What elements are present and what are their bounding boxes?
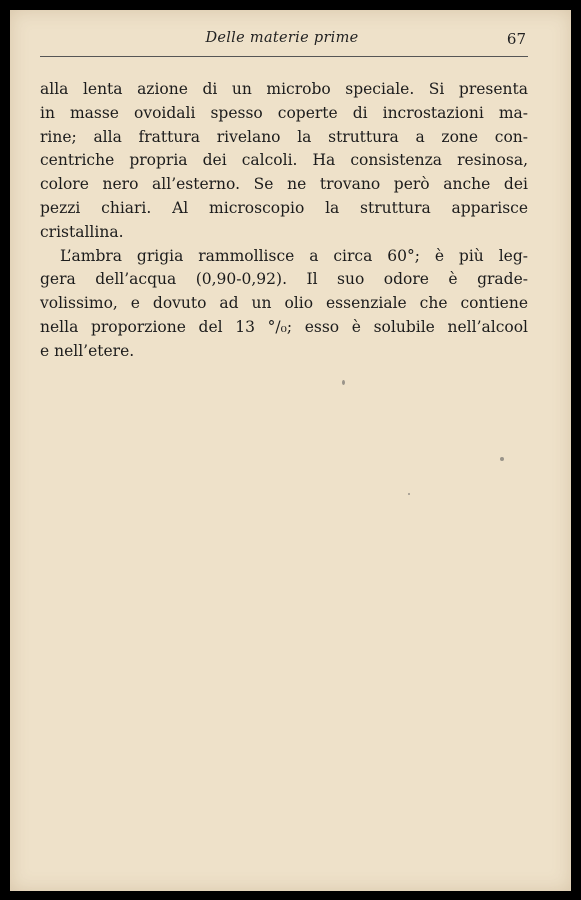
- text-line: rine; alla frattura rivelano la struttura a zone con-: [40, 127, 528, 146]
- body-text: [40, 78, 528, 364]
- page-number: 67: [506, 30, 526, 48]
- text-line: pezzi chiari. Al microscopio la struttura apparisce: [40, 198, 528, 217]
- text-line: nella proporzione del 13 °/₀; esso è solubile nell’alcool: [40, 317, 528, 336]
- running-title: Delle materie prime: [205, 30, 359, 46]
- text-line: cristallina.: [40, 222, 124, 241]
- paper-speck: [408, 493, 410, 495]
- text-line: colore nero all’esterno. Se ne trovano però anche dei: [40, 175, 528, 194]
- text-line: L’ambra grigia rammollisce a circa 60°; è più leg-: [60, 246, 528, 265]
- page-header: [38, 30, 526, 52]
- text-line: volissimo, e dovuto ad un olio essenziale che contiene: [40, 294, 528, 313]
- book-page: [10, 10, 571, 891]
- text-line: gera dell’acqua (0,90-0,92). Il suo odore è grade-: [40, 270, 528, 289]
- paper-speck: [342, 380, 345, 385]
- text-line: centriche propria dei calcoli. Ha consistenza resinosa,: [40, 151, 528, 170]
- header-rule: [40, 56, 528, 57]
- text-line: in masse ovoidali spesso coperte di incrostazioni ma-: [40, 103, 528, 122]
- text-line: alla lenta azione di un microbo speciale. Si presenta: [40, 80, 528, 98]
- paper-speck: [500, 457, 504, 461]
- text-line: e nell’etere.: [40, 341, 135, 360]
